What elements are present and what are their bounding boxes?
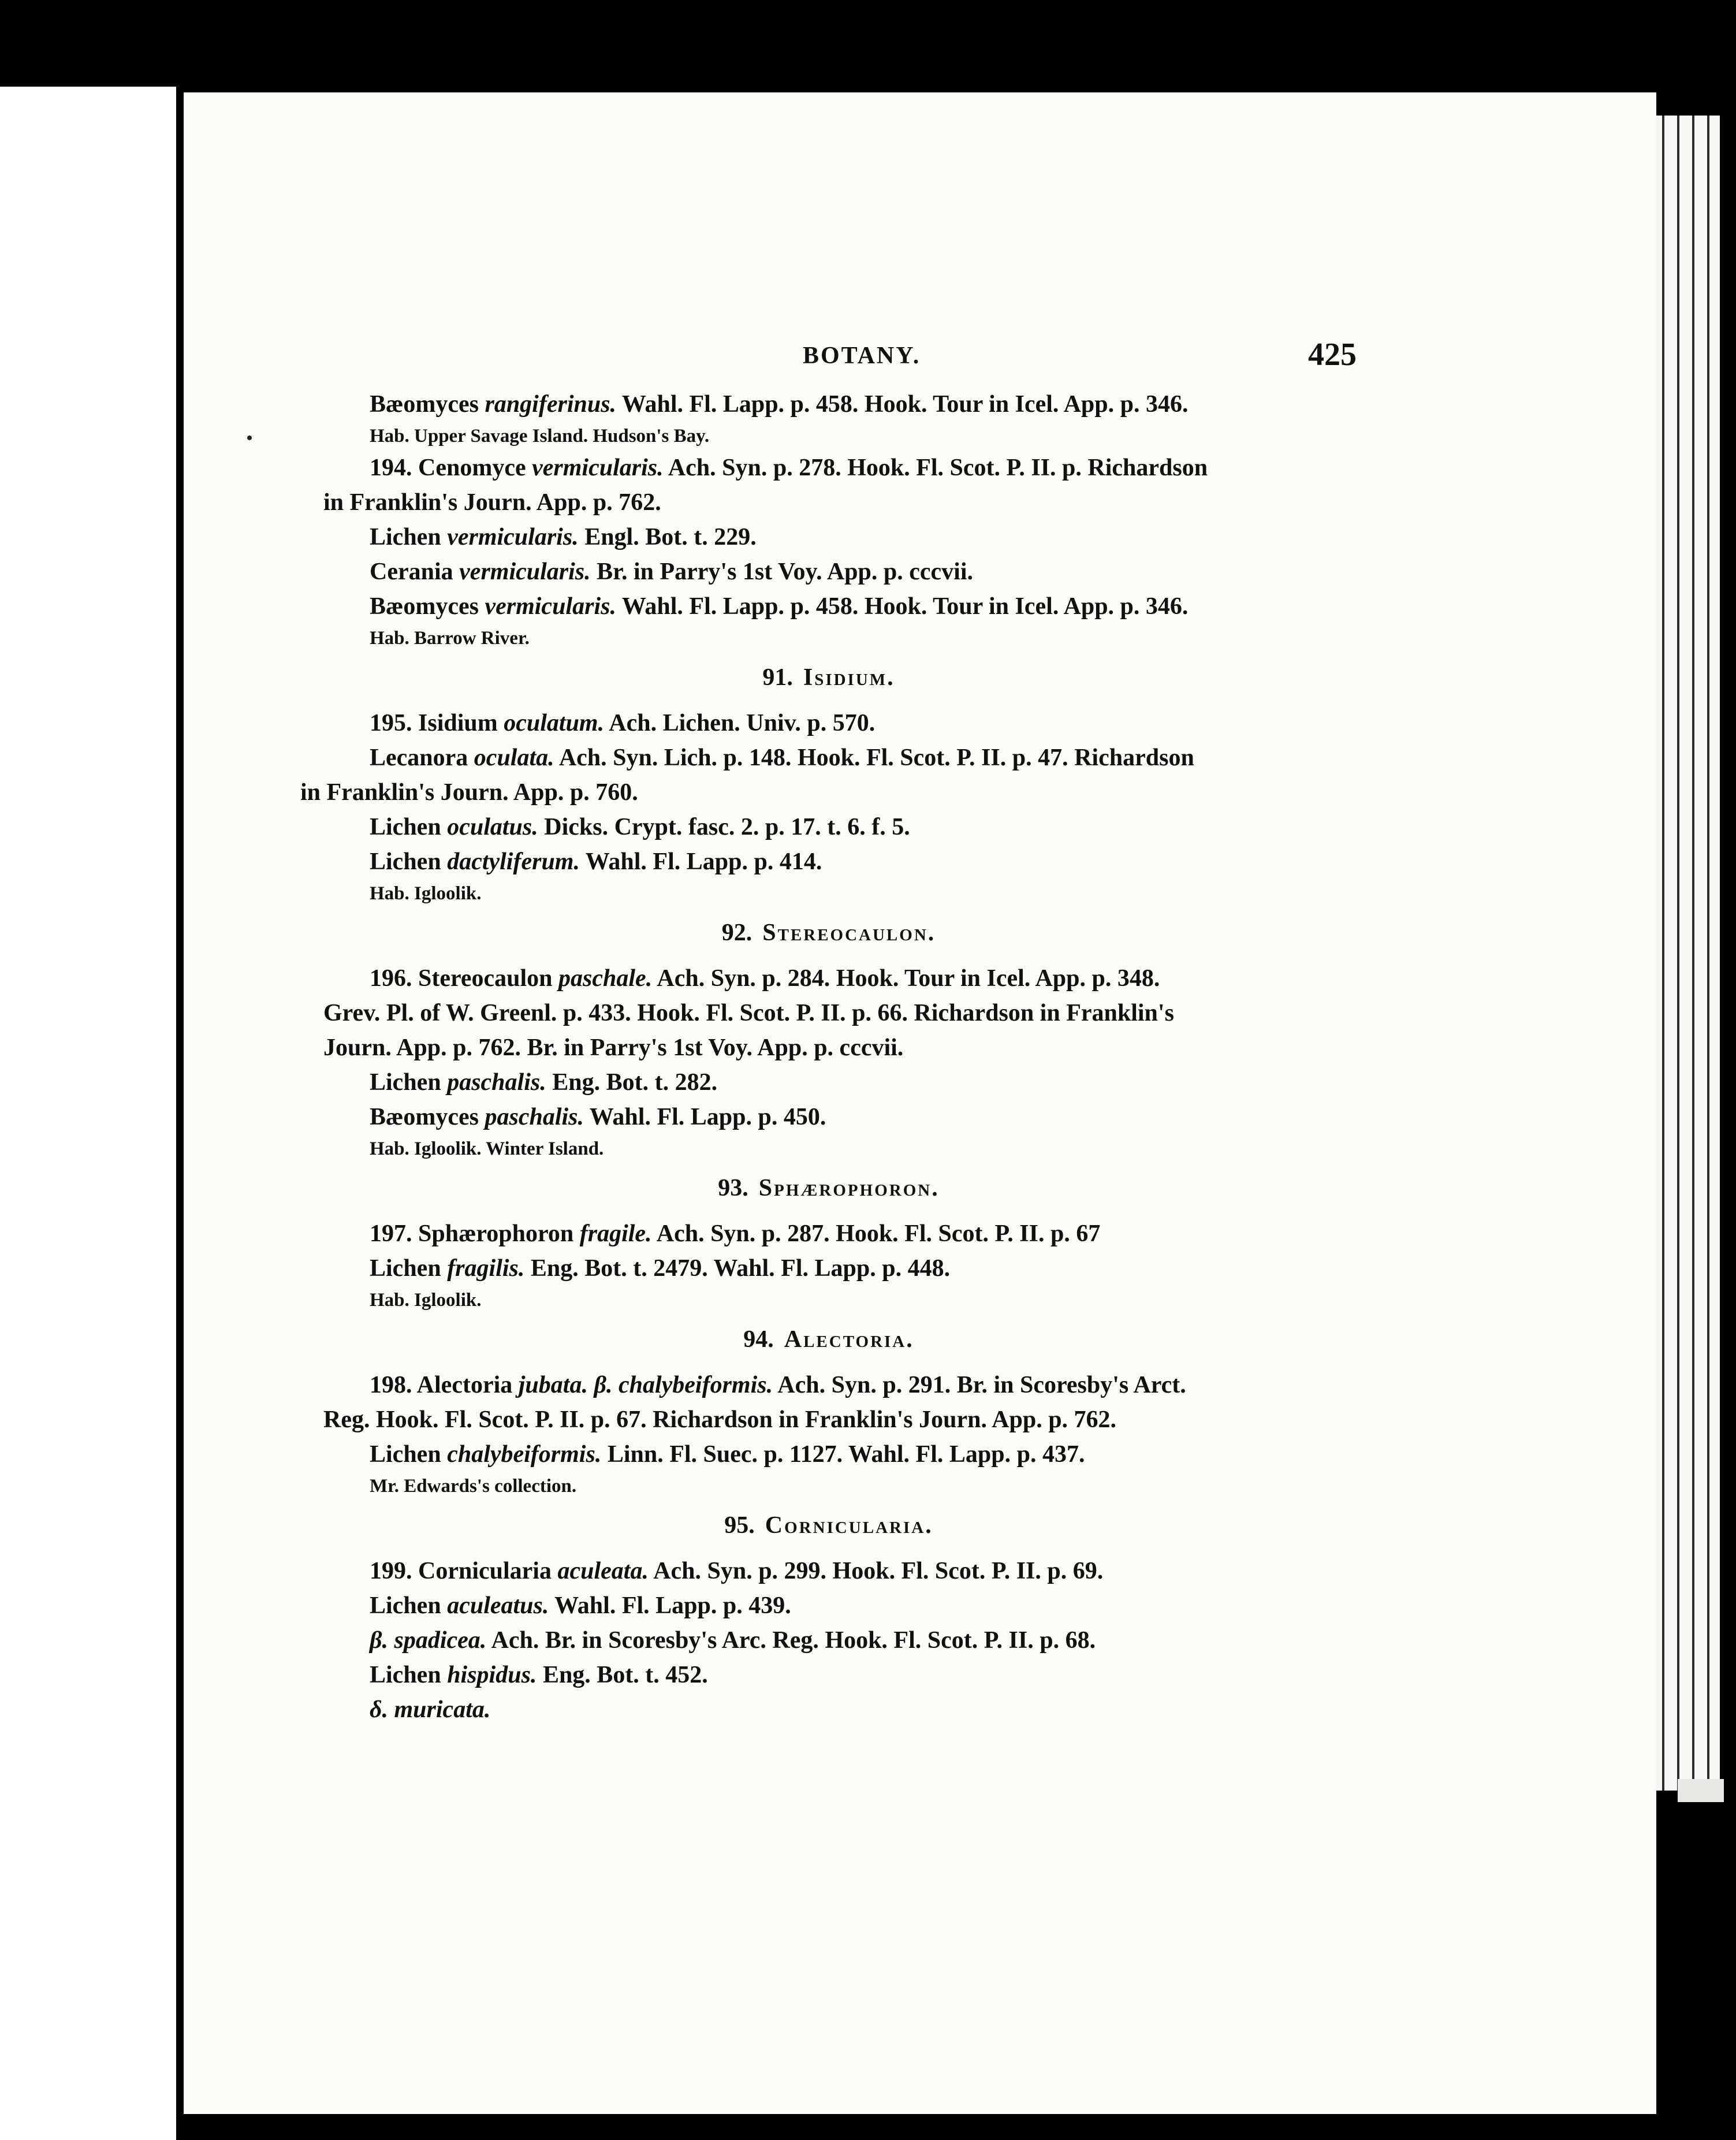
entry-line: Lichen hispidus. Eng. Bot. t. 452. — [370, 1662, 708, 1688]
entry-line: 197. Sphærophoron fragile. Ach. Syn. p. 287. Hook. Fl. Scot. P. II. p. 67 — [370, 1220, 1101, 1247]
entry-line: Lichen aculeatus. Wahl. Fl. Lapp. p. 439. — [370, 1592, 791, 1619]
section-heading: 92. Stereocaulon. — [721, 920, 936, 946]
habitat-line: Hab. Upper Savage Island. Hudson's Bay. — [370, 426, 710, 446]
entry-line: Bæomyces vermicularis. Wahl. Fl. Lapp. p. 458. Hook. Tour in Icel. App. p. 346. — [370, 593, 1189, 620]
entry-line: 198. Alectoria jubata. β. chalybeiformis. Ach. Syn. p. 291. Br. in Scoresby's Arct. — [370, 1372, 1186, 1398]
entry-line: 199. Cornicularia aculeata. Ach. Syn. p. 299. Hook. Fl. Scot. P. II. p. 69. — [370, 1558, 1104, 1584]
section-heading: 91. Isidium. — [762, 664, 895, 691]
entry-line: Lichen paschalis. Eng. Bot. t. 282. — [370, 1069, 718, 1096]
entry-line: Lichen chalybeiformis. Linn. Fl. Suec. p. 1127. Wahl. Fl. Lapp. p. 437. — [370, 1441, 1085, 1468]
entry-line: 196. Stereocaulon paschale. Ach. Syn. p. 284. Hook. Tour in Icel. App. p. 348. — [370, 965, 1160, 992]
entry-line: Bæomyces rangiferinus. Wahl. Fl. Lapp. p. 458. Hook. Tour in Icel. App. p. 346. — [370, 391, 1189, 418]
entry-line: in Franklin's Journ. App. p. 760. — [300, 779, 638, 806]
entry-line: Lichen vermicularis. Engl. Bot. t. 229. — [370, 524, 757, 550]
ink-speck — [247, 436, 252, 440]
entry-line: Journ. App. p. 762. Br. in Parry's 1st Voy. App. p. cccvii. — [323, 1034, 904, 1061]
habitat-line: Hab. Barrow River. — [370, 628, 530, 649]
section-heading: 94. Alectoria. — [743, 1326, 914, 1353]
adjacent-page-edge — [0, 87, 176, 2140]
entry-line: Reg. Hook. Fl. Scot. P. II. p. 67. Richardson in Franklin's Journ. App. p. 762. — [323, 1406, 1117, 1433]
page-stack-corner — [1678, 1779, 1724, 1802]
entry-line: in Franklin's Journ. App. p. 762. — [323, 489, 661, 516]
entry-line: Cerania vermicularis. Br. in Parry's 1st Voy. App. p. cccvii. — [370, 559, 974, 585]
entry-line: Lichen fragilis. Eng. Bot. t. 2479. Wahl. Fl. Lapp. p. 448. — [370, 1255, 951, 1282]
habitat-line: Hab. Igloolik. — [370, 883, 482, 904]
collection-note: Mr. Edwards's collection. — [370, 1476, 577, 1497]
page-body — [300, 387, 1357, 1727]
section-heading: 93. Sphærophoron. — [718, 1175, 940, 1201]
entry-line: Grev. Pl. of W. Greenl. p. 433. Hook. Fl. Scot. P. II. p. 66. Richardson in Franklin's — [323, 1000, 1174, 1026]
entry-line: δ. muricata. — [370, 1696, 491, 1723]
entry-line: Lichen oculatus. Dicks. Crypt. fasc. 2. p. 17. t. 6. f. 5. — [370, 814, 910, 840]
entry-line: Bæomyces paschalis. Wahl. Fl. Lapp. p. 450. — [370, 1104, 826, 1130]
entry-line: Lichen dactyliferum. Wahl. Fl. Lapp. p. 414. — [370, 848, 822, 875]
running-title: BOTANY. — [803, 343, 921, 369]
entry-line: β. spadicea. Ach. Br. in Scoresby's Arc. Reg. Hook. Fl. Scot. P. II. p. 68. — [370, 1627, 1096, 1654]
page-stack-edge — [1656, 116, 1720, 1791]
entry-line: 195. Isidium oculatum. Ach. Lichen. Univ. p. 570. — [370, 710, 876, 736]
entry-line: Lecanora oculata. Ach. Syn. Lich. p. 148. Hook. Fl. Scot. P. II. p. 47. Richardson — [370, 745, 1194, 771]
habitat-line: Hab. Igloolik. Winter Island. — [370, 1138, 604, 1159]
habitat-line: Hab. Igloolik. — [370, 1290, 482, 1311]
entry-line: 194. Cenomyce vermicularis. Ach. Syn. p. 278. Hook. Fl. Scot. P. II. p. Richardson — [370, 455, 1208, 481]
section-heading: 95. Cornicularia. — [724, 1512, 933, 1539]
page-number: 425 — [1308, 337, 1357, 373]
